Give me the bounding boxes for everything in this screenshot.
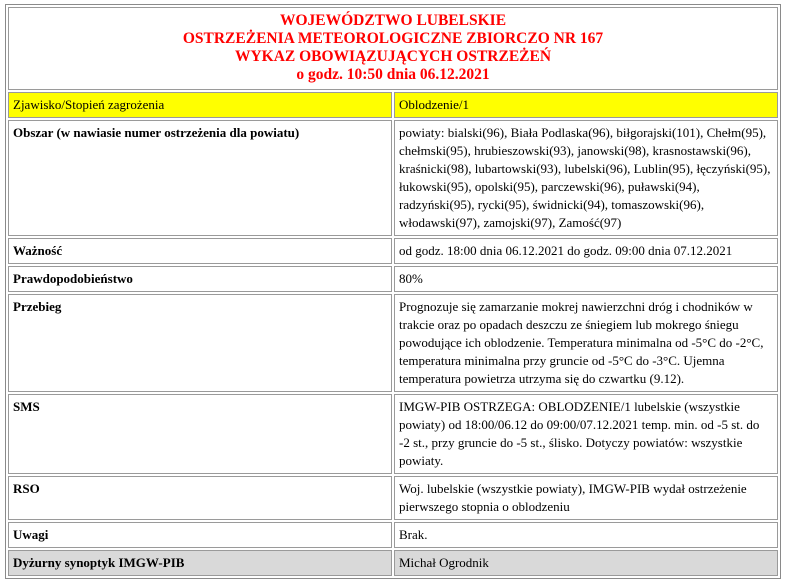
row-remarks xyxy=(8,522,778,548)
row-area xyxy=(8,120,778,236)
row-value: Michał Ogrodnik xyxy=(394,550,778,576)
row-value: Brak. xyxy=(394,522,778,548)
header-region: WOJEWÓDZTWO LUBELSKIE xyxy=(279,12,507,29)
row-value: Woj. lubelskie (wszystkie powiaty), IMGW-PIB wydał ostrzeżenie pierwszego stopnia o oblodzeniu xyxy=(394,476,778,520)
header-timestamp: o godz. 10:50 dnia 06.12.2021 xyxy=(296,66,490,83)
row-value: Prognozuje się zamarzanie mokrej nawierzchni dróg i chodników w trakcie oraz po opadach deszczu ze śniegiem lub mokrego śniegu powodujące ich oblodzenie. Temperatura minimalna od -5°C do -2°C, temperatura minimalna przy gruncie od -5°C do -3°C. Ujemna temperatura powietrza utrzyma się do czwartku (9.12). xyxy=(394,294,778,392)
header-subtitle: WYKAZ OBOWIĄZUJĄCYCH OSTRZEŻEŃ xyxy=(234,48,552,65)
header-title: OSTRZEŻENIA METEOROLOGICZNE ZBIORCZO NR 167 xyxy=(182,30,604,47)
row-value: od godz. 18:00 dnia 06.12.2021 do godz. 09:00 dnia 07.12.2021 xyxy=(394,238,778,264)
header-row xyxy=(8,7,778,90)
row-label: Zjawisko/Stopień zagrożenia xyxy=(8,92,392,118)
row-value: Oblodzenie/1 xyxy=(394,92,778,118)
row-label: RSO xyxy=(8,476,392,520)
row-validity xyxy=(8,238,778,264)
row-label: Uwagi xyxy=(8,522,392,548)
row-label: Prawdopodobieństwo xyxy=(8,266,392,292)
row-value: powiaty: bialski(96), Biała Podlaska(96), biłgorajski(101), Chełm(95), chełmski(95), hrubieszowski(93), janowski(98), krasnostawski(96), kraśnicki(98), lubartowski(93), lubelski(96), Lublin(95), łęczyński(95), łukowski(95), opolski(95), parczewski(96), puławski(94), radzyński(95), rycki(95), świdnicki(94), tomaszowski(96), włodawski(97), zamojski(97), Zamość(97) xyxy=(394,120,778,236)
row-sms xyxy=(8,394,778,474)
row-label: Obszar (w nawiasie numer ostrzeżenia dla powiatu) xyxy=(8,120,392,236)
row-phenomenon xyxy=(8,92,778,118)
warning-document xyxy=(5,4,781,579)
row-probability xyxy=(8,266,778,292)
row-value: 80% xyxy=(394,266,778,292)
row-value: IMGW-PIB OSTRZEGA: OBLODZENIE/1 lubelskie (wszystkie powiaty) od 18:00/06.12 do 09:00/07.12.2021 temp. min. od -5 st. do -2 st., przy gruncie do -5 st., ślisko. Dotyczy powiatów: wszystkie powiaty. xyxy=(394,394,778,474)
row-label: SMS xyxy=(8,394,392,474)
row-rso xyxy=(8,476,778,520)
row-label: Dyżurny synoptyk IMGW-PIB xyxy=(8,550,392,576)
row-forecaster xyxy=(8,550,778,576)
warning-table xyxy=(6,5,780,578)
row-course xyxy=(8,294,778,392)
document-header xyxy=(8,7,778,90)
row-label: Przebieg xyxy=(8,294,392,392)
row-label: Ważność xyxy=(8,238,392,264)
